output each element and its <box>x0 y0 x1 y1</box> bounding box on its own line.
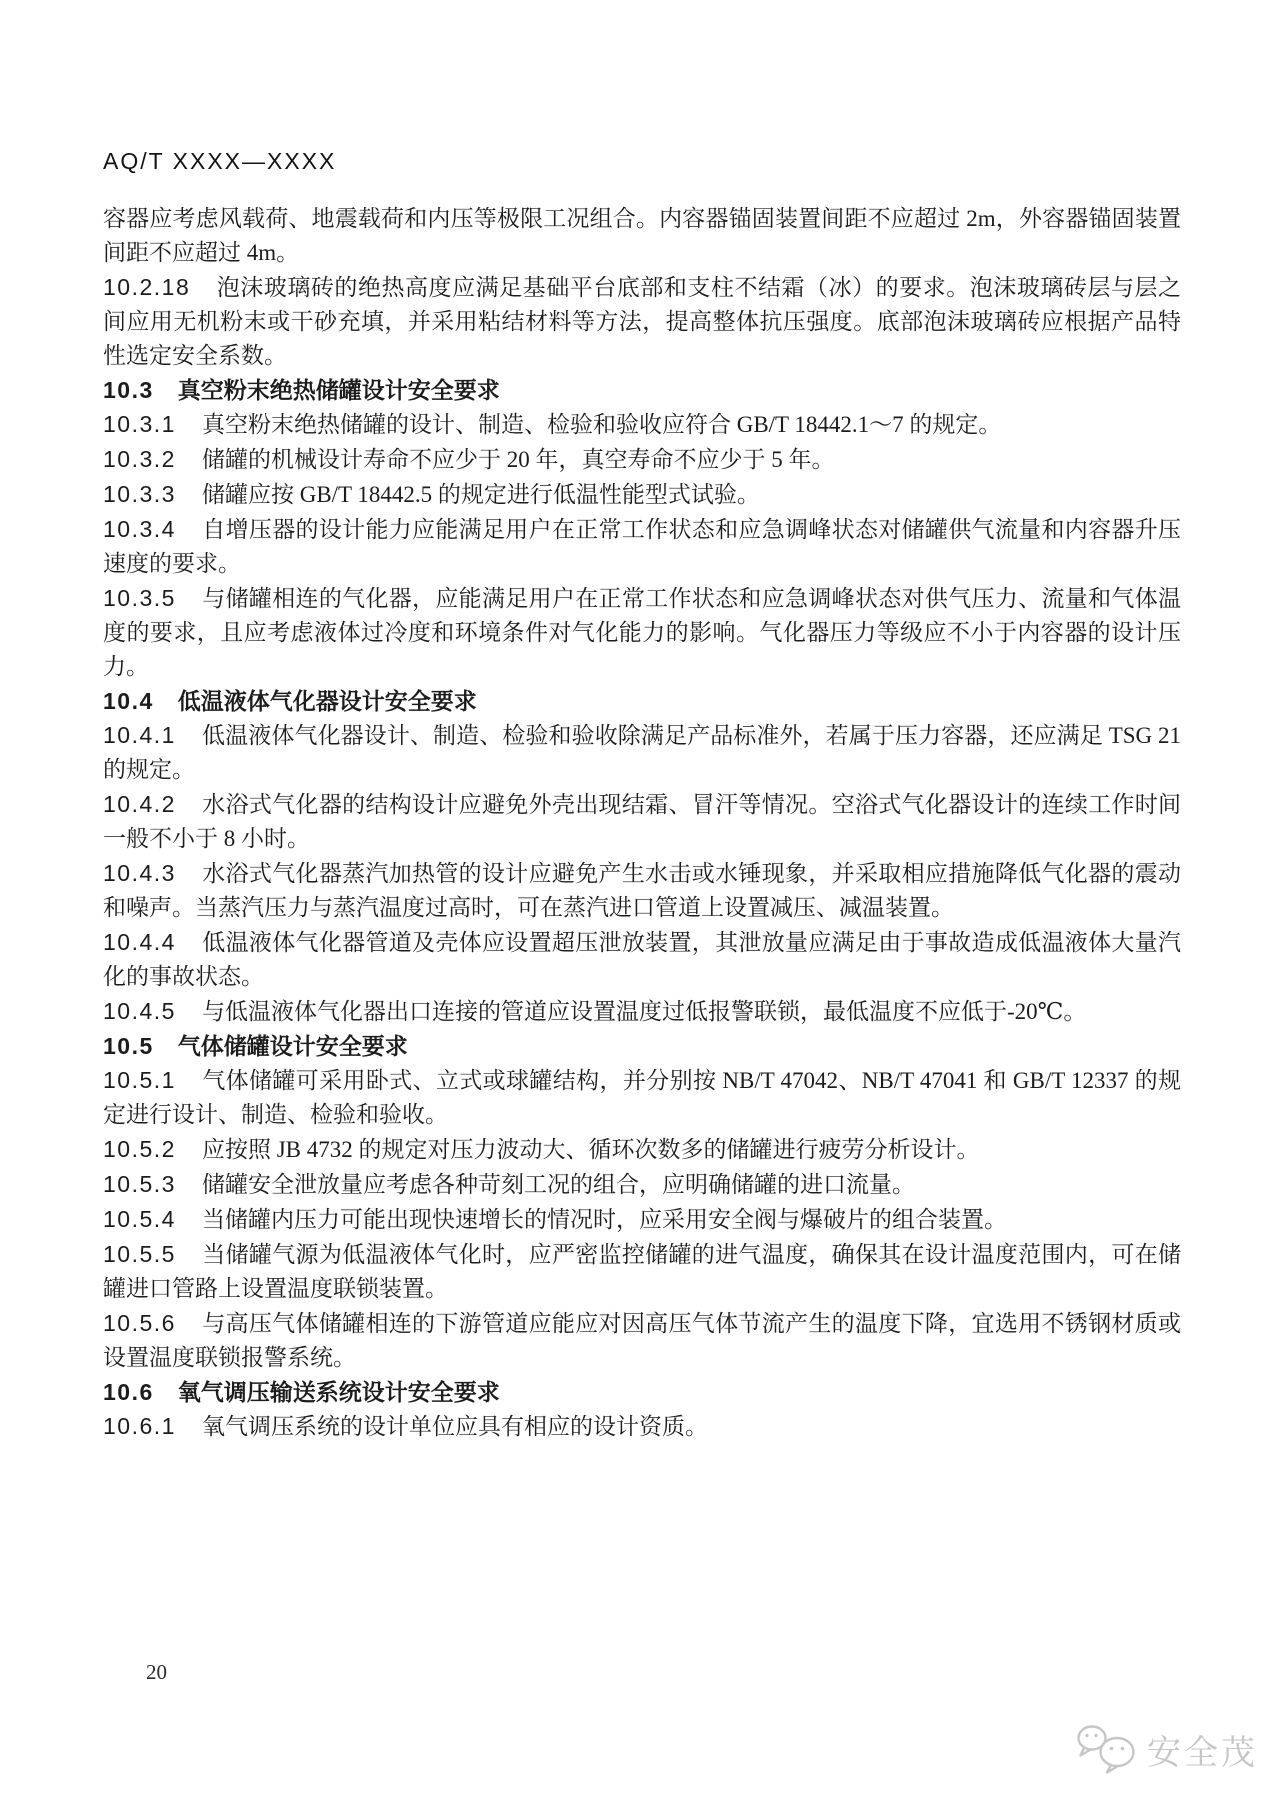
clause-10-5-1 <box>103 1063 1181 1132</box>
clause-text: 水浴式气化器蒸汽加热管的设计应避免产生水击或水锤现象，并采取相应措施降低气化器的震动和噪声。当蒸汽压力与蒸汽温度过高时，可在蒸汽进口管道上设置减压、减温装置。 <box>103 861 1181 920</box>
clause-text: 储罐应按 GB/T 18442.5 的规定进行低温性能型式试验。 <box>201 482 760 507</box>
clause-number: 10.5.5 <box>103 1241 176 1267</box>
clause-10-3-1 <box>103 407 1181 442</box>
clause-number: 10.5.3 <box>103 1171 176 1197</box>
clause-10-5-6 <box>103 1306 1181 1375</box>
clause-text: 当储罐气源为低温液体气化时，应严密监控储罐的进气温度，确保其在设计温度范围内，可在储罐进口管路上设置温度联锁装置。 <box>103 1242 1181 1301</box>
clause-10-4-3 <box>103 856 1181 925</box>
clause-10-4-5 <box>103 994 1181 1029</box>
clause-number: 10.3.1 <box>103 411 176 437</box>
clause-number: 10.4.4 <box>103 929 176 955</box>
section-heading-10-5 <box>103 1029 1181 1063</box>
clause-10-4-2 <box>103 787 1181 856</box>
section-number: 10.3 <box>103 377 154 403</box>
section-heading-10-6 <box>103 1375 1181 1409</box>
clause-number: 10.4.2 <box>103 791 176 817</box>
document-body <box>103 0 1181 1444</box>
clause-text: 真空粉末绝热储罐的设计、制造、检验和验收应符合 GB/T 18442.1～7 的规定。 <box>201 412 1002 437</box>
clause-10-5-2 <box>103 1132 1181 1167</box>
clause-text: 与储罐相连的气化器，应能满足用户在正常工作状态和应急调峰状态对供气压力、流量和气体温度的要求，且应考虑液体过冷度和环境条件对气化能力的影响。气化器压力等级应不小于内容器的设计压力。 <box>103 586 1181 679</box>
clause-10-3-4 <box>103 512 1181 581</box>
clause-number: 10.6.1 <box>103 1413 176 1439</box>
clause-10-3-5 <box>103 581 1181 684</box>
clause-10-2-18 <box>103 270 1181 373</box>
clause-text: 与低温液体气化器出口连接的管道应设置温度过低报警联锁，最低温度不应低于-20℃。 <box>201 999 1087 1024</box>
clause-text: 氧气调压系统的设计单位应具有相应的设计资质。 <box>201 1414 708 1439</box>
standard-code-header: AQ/T XXXX—XXXX <box>103 148 337 174</box>
clause-number: 10.3.3 <box>103 481 176 507</box>
clause-text: 自增压器的设计能力应能满足用户在正常工作状态和应急调峰状态对储罐供气流量和内容器升压速度的要求。 <box>103 517 1181 576</box>
clause-text: 应按照 JB 4732 的规定对压力波动大、循环次数多的储罐进行疲劳分析设计。 <box>201 1137 980 1162</box>
clause-10-5-4 <box>103 1202 1181 1237</box>
clause-number: 10.4.5 <box>103 998 176 1024</box>
clause-number: 10.2.18 <box>103 274 191 300</box>
clause-text: 储罐安全泄放量应考虑各种苛刻工况的组合，应明确储罐的进口流量。 <box>201 1172 915 1197</box>
page-number: 20 <box>146 1660 167 1684</box>
section-title: 氧气调压输送系统设计安全要求 <box>177 1379 500 1405</box>
paragraph-text: 容器应考虑风载荷、地震载荷和内压等极限工况组合。内容器锚固装置间距不应超过 2m，外容器锚固装置间距不应超过 4m。 <box>103 206 1181 265</box>
clause-10-4-1 <box>103 718 1181 787</box>
clause-number: 10.5.1 <box>103 1067 176 1093</box>
wechat-bubbles-icon <box>1076 1724 1138 1774</box>
clause-text: 水浴式气化器的结构设计应避免外壳出现结霜、冒汗等情况。空浴式气化器设计的连续工作时间一般不小于 8 小时。 <box>103 792 1181 851</box>
clause-number: 10.5.2 <box>103 1136 176 1162</box>
clause-text: 泡沫玻璃砖的绝热高度应满足基础平台底部和支柱不结霜（冰）的要求。泡沫玻璃砖层与层之间应用无机粉末或干砂充填，并采用粘结材料等方法，提高整体抗压强度。底部泡沫玻璃砖应根据产品特性选定安全系数。 <box>103 275 1181 368</box>
clause-number: 10.3.5 <box>103 585 176 611</box>
watermark <box>1076 1724 1258 1774</box>
clause-text: 储罐的机械设计寿命不应少于 20 年，真空寿命不应少于 5 年。 <box>201 447 835 472</box>
section-number: 10.4 <box>103 688 154 714</box>
clause-text: 当储罐内压力可能出现快速增长的情况时，应采用安全阀与爆破片的组合装置。 <box>201 1207 1007 1232</box>
clause-number: 10.5.6 <box>103 1310 176 1336</box>
clause-text: 低温液体气化器管道及壳体应设置超压泄放装置，其泄放量应满足由于事故造成低温液体大量汽化的事故状态。 <box>103 930 1181 989</box>
section-title: 气体储罐设计安全要求 <box>177 1033 408 1059</box>
section-heading-10-4 <box>103 684 1181 718</box>
clause-10-5-3 <box>103 1167 1181 1202</box>
clause-number: 10.4.3 <box>103 860 176 886</box>
clause-number: 10.3.2 <box>103 446 176 472</box>
clause-number: 10.4.1 <box>103 722 176 748</box>
section-number: 10.6 <box>103 1379 154 1405</box>
continued-paragraph <box>103 202 1181 270</box>
clause-10-4-4 <box>103 925 1181 994</box>
clause-number: 10.3.4 <box>103 516 176 542</box>
clause-text: 气体储罐可采用卧式、立式或球罐结构，并分别按 NB/T 47042、NB/T 47041 和 GB/T 12337 的规定进行设计、制造、检验和验收。 <box>103 1068 1181 1127</box>
clause-10-3-3 <box>103 477 1181 512</box>
section-title: 真空粉末绝热储罐设计安全要求 <box>177 377 500 403</box>
clause-text: 与高压气体储罐相连的下游管道应能应对因高压气体节流产生的温度下降，宜选用不锈钢材质或设置温度联锁报警系统。 <box>103 1311 1181 1370</box>
section-title: 低温液体气化器设计安全要求 <box>177 688 477 714</box>
section-number: 10.5 <box>103 1033 154 1059</box>
watermark-label: 安全茂 <box>1147 1733 1258 1772</box>
clause-10-6-1 <box>103 1409 1181 1444</box>
section-heading-10-3 <box>103 373 1181 407</box>
clause-number: 10.5.4 <box>103 1206 176 1232</box>
clause-10-5-5 <box>103 1237 1181 1306</box>
clause-text: 低温液体气化器设计、制造、检验和验收除满足产品标准外，若属于压力容器，还应满足 TSG 21 的规定。 <box>103 723 1181 782</box>
clause-10-3-2 <box>103 442 1181 477</box>
